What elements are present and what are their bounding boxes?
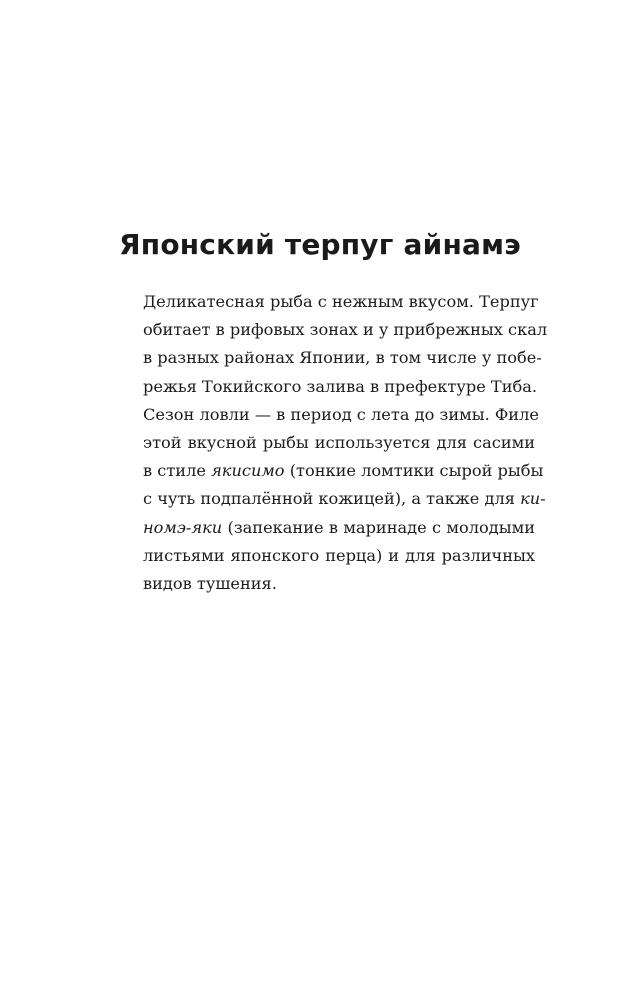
- paragraph-line: [143, 485, 546, 513]
- paragraph-line: [143, 429, 535, 457]
- paragraph-line: [143, 570, 535, 598]
- page-title: Японский терпуг айнамэ: [119, 228, 521, 261]
- paragraph-line: [143, 373, 538, 401]
- paragraph-line: [143, 514, 535, 542]
- paragraph-line: [143, 457, 544, 485]
- paragraph-line: [143, 316, 548, 344]
- text-run: в стиле: [143, 461, 212, 481]
- text-run: обитает в рифовых зонах и у прибрежных скал: [143, 320, 548, 340]
- paragraph-line: [143, 542, 535, 570]
- italic-term: номэ-яки: [143, 517, 223, 537]
- paragraph-line: [143, 401, 539, 429]
- text-run: видов тушения.: [143, 574, 277, 594]
- text-run: режья Токийского залива в префектуре Тиба.: [143, 376, 538, 396]
- text-run: (тонкие ломтики сырой рыбы: [284, 461, 544, 481]
- text-run: листьями японского перца) и для различных: [143, 545, 535, 565]
- paragraph-line: [143, 288, 539, 316]
- italic-term: ки-: [520, 489, 546, 509]
- text-run: с чуть подпалённой кожицей), а также для: [143, 489, 521, 509]
- body-paragraph: [143, 288, 548, 598]
- italic-term: якисимо: [211, 461, 285, 481]
- text-run: (запекание в маринаде с молодыми: [222, 517, 535, 537]
- text-run: в разных районах Японии, в том числе у побе-: [143, 348, 542, 368]
- text-run: Деликатесная рыба с нежным вкусом. Терпуг: [143, 292, 539, 311]
- text-run: этой вкусной рыбы используется для сасими: [143, 433, 535, 453]
- text-run: Сезон ловли — в период с лета до зимы. Филе: [143, 404, 539, 424]
- paragraph-line: [143, 344, 542, 372]
